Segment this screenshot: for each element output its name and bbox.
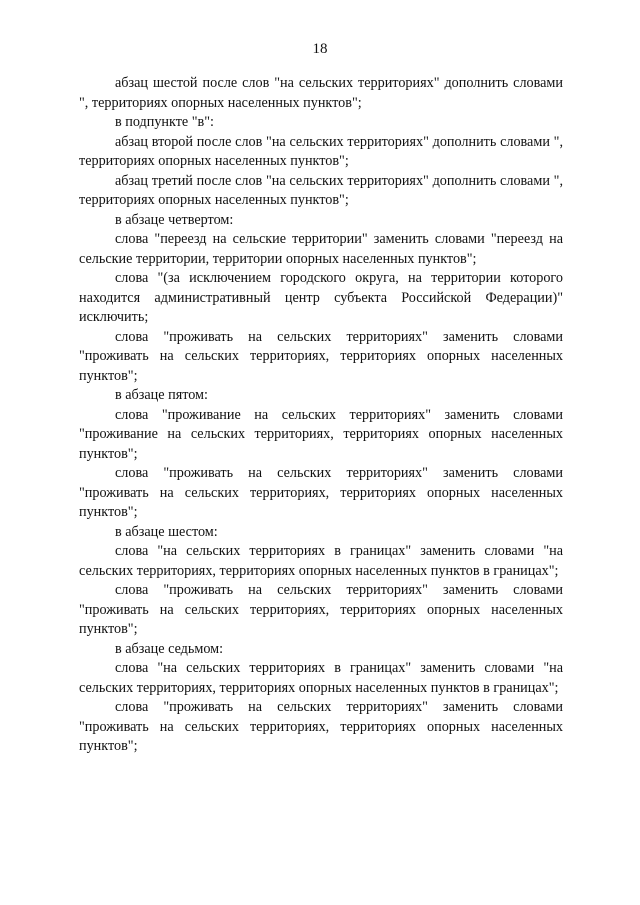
paragraph: абзац третий после слов "на сельских территориях" дополнить словами ", территориях опорных населенных пунктов"; xyxy=(79,172,563,208)
paragraph: слова "проживать на сельских территориях" заменить словами "проживать на сельских территориях, территориях опорных населенных пунктов"; xyxy=(79,582,563,637)
paragraph: слова "(за исключением городского округа, на территории которого находится административный центр субъекта Российской Федерации)" исключить; xyxy=(79,270,563,325)
paragraph: слова "проживать на сельских территориях" заменить словами "проживать на сельских территориях, территориях опорных населенных пунктов"; xyxy=(79,699,563,754)
paragraph: абзац второй после слов "на сельских территориях" дополнить словами ", территориях опорных населенных пунктов"; xyxy=(79,133,563,169)
document-body xyxy=(79,74,563,757)
paragraph: слова "проживать на сельских территориях" заменить словами "проживать на сельских территориях, территориях опорных населенных пунктов"; xyxy=(79,465,563,520)
paragraph: в абзаце пятом: xyxy=(115,387,208,403)
paragraph: слова "на сельских территориях в границах" заменить словами "на сельских территориях, территориях опорных населенных пунктов в границах"; xyxy=(79,660,563,696)
page-number: 18 xyxy=(312,41,328,57)
paragraph: слова "проживание на сельских территориях" заменить словами "проживание на сельских территориях, территориях опорных населенных пунктов"; xyxy=(79,406,563,462)
paragraph: слова "проживать на сельских территориях" заменить словами "проживать на сельских территориях, территориях опорных населенных пунктов"; xyxy=(79,328,563,384)
paragraph: слова "переезд на сельские территории" заменить словами "переезд на сельские территории, территории опорных населенных пунктов"; xyxy=(79,231,563,267)
paragraph: в абзаце седьмом: xyxy=(115,640,224,657)
paragraph: абзац шестой после слов "на сельских территориях" дополнить словами ", территориях опорных населенных пунктов"; xyxy=(79,75,563,111)
paragraph: слова "на сельских территориях в границах" заменить словами "на сельских территориях, территориях опорных населенных пунктов в границах"; xyxy=(79,543,563,579)
paragraph: в абзаце шестом: xyxy=(115,523,218,540)
paragraph: в абзаце четвертом: xyxy=(115,211,234,228)
paragraph: в подпункте "в": xyxy=(115,114,214,130)
